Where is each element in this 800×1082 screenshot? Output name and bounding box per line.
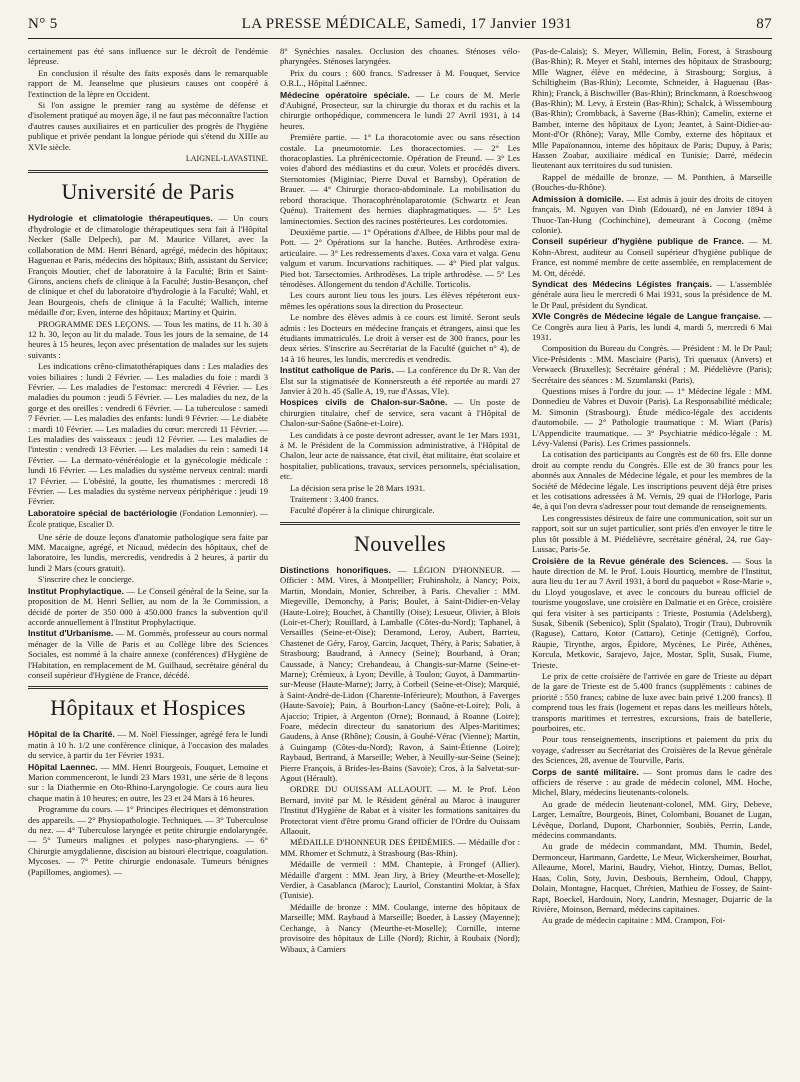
section-title-nouvelles: Nouvelles: [354, 530, 446, 556]
item-title: Hydrologie et climatologie thérapeutiques.: [28, 213, 213, 224]
column-2: [280, 46, 520, 1076]
item-text: — Ce Congrès aura lieu à Paris, les lundi 4, mardi 5, mercredi 6 Mai 1931.: [532, 311, 772, 342]
paragraph: Les candidats à ce poste devront adresser, avant le 1er Mars 1931, à M. le Président de la Commission administrative, à l'Hôpital de Chalon, leur acte de naissance, état civil, état militaire, état scolaire et hospitalier, publications, travaux, services personnels, spécialisation, etc.: [280, 429, 520, 482]
item-title: Conseil supérieur d'hygiène publique de France.: [532, 236, 744, 247]
header-rule: [28, 38, 772, 39]
item-subtitle: (Fondation Lemonnier). — École pratique, Escalier D.: [28, 508, 268, 530]
item-text: — Sont promus dans le cadre des officiers de réserve : au grade de médecin colonel, MM. Hoche, Michel, Blary, médecins lieutenants-colonels.: [532, 766, 772, 798]
item-text: — M. Kohn-Abrest, auditeur au Conseil supérieur d'hygiène publique de France, est nommé membre de cette assemblée, en remplacement de M. Ott, décédé.: [532, 236, 772, 278]
item-title: Institut Prophylactique.: [28, 585, 124, 596]
item-title: XVIe Congrès de Médecine légale de Langue française.: [532, 311, 761, 322]
page-number: 87: [756, 16, 772, 32]
section-title-universite: Université de Paris: [61, 179, 235, 205]
issue-number: N° 5: [28, 16, 58, 32]
item-text: — Le cours de M. Merle d'Aubigné, Prosecteur, sur la chirurgie du thorax et du rachis et la chirurgie orthopédique, commencera le lundi 27 Avril 1931, à 14 heures.: [280, 89, 520, 131]
paragraph: Si l'on assigne le premier rang au système de défense et d'isolement pratiqué au moyen âge, il ne faut pas méconnaître l'action d'autres causes auxiliaires et en particulier des progrès de l'hygiène publique et privée pendant la longue période qui s'étend du XIIIe au XVIe siècle.: [28, 100, 268, 152]
item-text: — La conférence du Dr R. Van der Elst sur la stigmatisée de Konnersreuth a été reportée au mardi 27 Janvier à 20 h. 45 (Salle A, 19, rue d'Assas, VIe).: [280, 365, 520, 396]
item-title: Distinctions honorifiques.: [280, 564, 391, 575]
section-rule: [28, 170, 268, 173]
column-3: [532, 46, 772, 1076]
page-columns: [28, 46, 772, 1076]
paragraph: MÉDAILLE D'HONNEUR DES ÉPIDÉMIES. — Médaille d'or : MM. Rhomer et Schmutz, à Strasbourg (Bas-Rhin).: [280, 837, 520, 858]
signature: LAIGNEL-LAVASTINE.: [185, 154, 268, 164]
item-title: Corps de santé militaire.: [532, 766, 639, 777]
column-1: [28, 46, 268, 1076]
item-text: — Est admis à jouir des droits de citoyen français, M. Nguyen van Dinh (Edouard), né en Janvier 1894 à Thuoc-Tan-Hung (Cochinchine), demeurant à Cocong (même colonie).: [532, 193, 772, 235]
paragraph: Au grade de médecin commandant, MM. Thumin, Bedel, Dermonceur, Hartmann, Gardette, Le Meur, Wickersheimer, Bourhat, Alleaume, Morel, Marini, Baudry, Viehot, Hintzy, Dumas, Bellot, Haas, Colin, Soty, Juvin, Desbouis, Bernheim, Odoul, Chappy, Dolain, Montagne, Hacquet, Chrétien, Mathieu de Fossey, de Saint-Rapt, Boeckel, Hardouin, Nory, Landrin, Mesnager, Dujarric de la Rivière, Moinson, Bernard, médecins capitaines.: [532, 841, 772, 914]
paragraph: Prix du cours : 600 francs. S'adresser à M. Fouquet, Service O.R.L., Hôpital Laënnec.: [280, 67, 520, 89]
paragraph: Les congressistes désireux de faire une communication, soit sur un rapport, soit sur un sujet particulier, sont priés d'en envoyer le titre le plus tôt possible à M. Piédelièvre, secrétaire général, 24, rue Gay-Lussac, Paris-5e.: [532, 512, 772, 555]
paragraph: Pour tous renseignements, inscriptions et paiement du prix du voyage, s'adresser au Secrétariat des Croisières de la Revue générale des Sciences, 28, avenue de Tourville, Paris.: [532, 734, 772, 766]
item-title: Laboratoire spécial de bactériologie: [28, 507, 178, 518]
item-title: Hospices civils de Chalon-sur-Saône.: [280, 397, 448, 408]
item-text: — Sous la haute direction de M. le Prof. Louis Hourticq, membre de l'Institut, aura lieu du 1er au 7 Avril 1931, à bord du paquebot « Rose-Marie », du Lloyd yougoslave, et avec le concours du bureau officiel de tourisme yougoslave, une croisière en Dalmatie et en Grèce, croisière qui fera visiter à ses participants : Trieste, Postumia (Adelsberg), Susak, Sibenik (Sebenico), Split (Spalato), Trogir (Trau), Dubrovnik (Raguse), Cattaro, Kotor (Cattaro), Cetinje (Cettigné), Corfou, Raupie, Tirynthe, argos, Épidore, Mycènes, Le Pirée, Athènes, Korcula, Metkovic, Sarajevo, Jajce, Mostar, Split, Susak, Fiume, Trieste.: [532, 555, 772, 670]
paragraph: Médaille de vermeil : MM. Chantepie, à Frongef (Allier). Médaille d'argent : MM. Jean Jiry, à Briey (Meurthe-et-Moselle); Verdier, à Casablanca (Maroc); Lauriol, Constantini Moktar, à Sfax (Tunisie).: [280, 859, 520, 901]
item-title: Institut d'Urbanisme.: [28, 628, 114, 639]
paragraph: Une série de douze leçons d'anatomie pathologique sera faite par MM. Macaigne, agrégé, et Nicaud, médecin des hôpitaux, chef de laboratoire, les lundis, mercredis, vendredis à 2 heures, à partir du lundi 2 Mars (cours gratuit).: [28, 531, 268, 573]
paragraph: En conclusion il résulte des faits exposés dans le remarquable rapport de M. Jeanselme que plusieurs causes ont coopéré à l'extinction de la lèpre en Occident.: [28, 67, 268, 99]
paragraph: Rappel de médaille de bronze. — M. Ponthien, à Marseille (Bouches-du-Rhône).: [532, 171, 772, 193]
section-rule: [28, 686, 268, 689]
item-title: Institut catholique de Paris.: [280, 365, 394, 376]
item-title: Admission à domicile.: [532, 193, 624, 204]
item-text: — M. Gommès, professeur au cours normal ménager de la Ville de Paris et au Collège libre des Sciences Sociales, est nommé à la chaire annexe (conférences) d'Hygiène de l'Habitation, en remplacement de M. Guilhaud, secrétaire général du conseil supérieur d'Hygiène de France, décédé.: [28, 628, 268, 680]
section-rule: [280, 522, 520, 525]
paragraph: Le nombre des élèves admis à ce cours est limité. Seront seuls admis : les Docteurs en médecine français et étrangers, ainsi que les étudiants immatriculés. Le droit à verser est de 300 francs, pour les deux séries. S'inscrire au Secrétariat de la Faculté (guichet n° 4), de 14 à 16 heures, les lundis, mercredis et vendredis.: [280, 312, 520, 364]
item-title: Croisière de la Revue générale des Sciences.: [532, 555, 729, 566]
paragraph: S'inscrire chez le concierge.: [38, 574, 134, 585]
paragraph: Première partie. — 1° La thoracotomie avec ou sans résection costale. La pneumotomie. Les thoracectomies. — 2° Les thoracoplasties. La phrénicectomie. Opération de Freund. — 3° Les voies d'abord des médiastins et du cœur. Volets et procédés divers. Sternotomies (Miginiac, Pierre Duval et Barnsby). Opération de Brauer. — 4° Chirurgie thoraco-abdominale. La mobilisation du rebord thoracique. Thoracophrénolaparotomie (Schwartz et Jean Quénu). Traitement des hernies diaphragmatiques. — 5° Les laminectomies. Section des racines postérieures. Les cordotomies.: [280, 132, 520, 226]
paragraph: Médaille de bronze : MM. Coulange, interne des hôpitaux de Marseille; MM. Raybaud à Marseille; Boeder, à Lassey (Mayenne); Cechange, à Nancy (Meurthe-et-Moselle); Cornille, interne provisoire des hôpitaux de Lille (Nord); Richir, à Roubaix (Nord); Wibaux, à Camiers: [280, 901, 520, 954]
item-title: Médecine opératoire spéciale.: [280, 89, 410, 100]
page-header: [28, 16, 772, 36]
item-text: — LÉGION D'HONNEUR. — Officier : MM. Vires, à Montpellier; Fruhinsholz, à Nancy; Poix, Martin, Mondain, Monier, Schreiber, à Paris. Chevalier : MM. Miegeville, Demonchy, à Paris; Boulet, à Saint-Didier-en-Velay (Haute-Loire); Bouchet, à Chantilly (Oise); Lesueur, Olivier, à Blois (Loir-et-Cher); Rouillard, à Lamballe (Côtes-du-Nord); Taphanel, à Versailles (Seine-et-Oise); Deramond, Leroy, Aubert, Barrieu, Chastenet de Géry, Faroy, Garcin, Jacquet, Théry, à Paris; Sabatier, à Strasbourg; Baudrand, à Annecy (Seine); Bourband, à Oran; Caussade, à Nancy; Crehandeau, à Changis-sur-Marne (Seine-et-Marne); Crémieux, à Lyon; Deville, à Toulon; Guyot, à Dammartin-sur-Meuse (Haute-Marne); Jarry, à Corbeil (Seine-et-Oise); Marquié, à Saint-André-de-Lidon (Charente-Inférieure); Mouthon, à Faverges (Haute-Savoie); Pain, à Bourbon-Lancy (Saône-et-Loire); Poli, à Ajaccio; Tripier, à Argenton (Orne); Bonnaud, à Roanne (Loire); Foare, médecin directeur du sanatorium des Alpes-Maritimes; Gaudens, à Anse (Rhône); Cousin, à Goubé-Vérac (Vienne); Martin, à Guingamp (Côtes-du-Nord); Ravon, à Saint-Étienne (Loire); Raybaud, Bertrand, à Marseille; Weber, à Neuilly-sur-Seine (Seine); Pierre François, à Brides-les-Bains (Savoie); Cros, à la Salvetat-sur-Agout (Hérault).: [280, 564, 520, 783]
item-text: — Le Conseil général de la Seine, sur la proposition de M. Henri Sellier, au nom de la 3e Commission, a décidé de porter de 350 000 à 450.000 francs la subvention qu'il accorde annuellement à l'Institut Prophylactique.: [28, 585, 268, 627]
item-text: — L'assemblée générale aura lieu le mercredi 6 Mai 1931, sous la présidence de M. le Dr Paul, président du Syndicat.: [532, 278, 772, 310]
paragraph: 8° Synéchies nasales. Occlusion des choanes. Sténoses vélo-pharyngées. Sténoses laryngées.: [280, 46, 520, 67]
paragraph: Au grade de médecin lieutenant-colonel, MM. Giry, Debeve, Larger, Lemaître, Bourgeois, Binet, Colombani, Bouanet de Lugan, Lévêque, Dorland, Dupont, Charbonnier, Soubiès, Perrin, Lande, médecins commandants.: [532, 798, 772, 841]
journal-title: LA PRESSE MÉDICALE, Samedi, 17 Janvier 1931: [241, 16, 573, 32]
item-title: Hôpital de la Charité.: [28, 729, 115, 740]
paragraph: Deuxième partie. — 1° Opérations d'Albee, de Hibbs pour mal de Pott. — 2° Opérations sur la hanche. Butées. Arthrodèse extra-articulaire. — 3° Les redressements d'axes. Coxa vara et valga. Genu valgum et varum. Incurvations rachitiques. — 4° Pied plat valgus. Pied bot. Tarsectomies. Arthrodèses. La triple arthrodèse. — 5° Les ténodèses. Allongement du tendon d'Achille. Torticolis.: [280, 226, 520, 289]
item-title: Hôpital Laennec.: [28, 761, 98, 772]
item-title: Syndicat des Médecins Légistes français.: [532, 278, 712, 289]
paragraph: La cotisation des participants au Congrès est de 60 frs. Elle donne droit au compte rendu du Congrès. Elle est de 30 francs pour les abonnés aux Annales de Médecine légale, et pour les membres de la Société de Médecine légale. Les inscriptions peuvent déjà être prises et les cotisations adressées à M. Vernis, 29 quai de l'Horloge, Paris 4e, à qui l'on devra s'adresser pour tout demande de renseignements.: [532, 449, 772, 512]
paragraph: certainement pas été sans influence sur le décroît de l'endémie lépreuse.: [28, 46, 268, 67]
item-text: — Un poste de chirurgien titulaire, chef de service, sera vacant à l'Hôpital de Chalon-sur-Saône (Saône-et-Loire).: [280, 397, 520, 429]
paragraph: Les indications crêno-climatothérapiques dans : Les maladies des voies biliaires : lundi 2 Février. — Les maladies du foie : mardi 3 Février. — Les maladies de l'estomac: mercredi 4 Février. — Les maladies du poumon : jeudi 5 Février. — Les maladies du nez, de la gorge et des oreilles : vendredi 6 Février. — La tuberculose : samedi 7 Février. — Les maladies des enfants: lundi 9 Février. — Le diabète : mardi 10 Février. — Les maladies du cœur: mercredi 11 Février. — Les maladies des vaisseaux : jeudi 12 Février. — Les maladies de l'intestin : vendredi 13 Février. — Les maladies du rein : samedi 14 Février. — La dermato-vénéréologie et la gynécologie médicale : lundi 16 Février. — Les maladies du système nerveux central: mardi 17 Février. — L'obésité, la goutte, les rhumatismes : mercredi 18 Février. — Les maladies du système nerveux périphérique : jeudi 19 Février.: [28, 361, 268, 507]
paragraph: Faculté d'opérer à la clinique chirurgicale.: [290, 505, 435, 516]
item-text: — MM. Henri Bourgeois, Fouquet, Lemoine et Marion commenceront, le lundi 23 Mars 1931, une série de 8 leçons sur : la Diathermie en Oto-Rhino-Laryngologie. Ce cours aura lieu chaque matin à 10 heures; en outre, les 23 et 24 Mars à 16 heures.: [28, 761, 268, 803]
paragraph: Questions mises à l'ordre du jour. — 1° Médecine légale : MM. Donnedieu de Vabres et Duvoir (Paris). La Responsabilité médicale; M. Simonin (Strasbourg). Étude médico-légale des accidents d'automobile. — 2° Pathologie traumatique : M. Wiart (Paris) L'Appendicite traumatique. — 3° Psychiatrie médico-légale : M. Lévy-Valensi (Paris). Les Crimes passionnels.: [532, 386, 772, 449]
item-text: — Un cours d'hydrologie et de climatologie thérapeutiques sera fait à l'Hôpital Necker (Salle Delpech), par M. Maurice Villaret, avec la collaboration de MM. Henri Bénard, agrégé, médecin des hôpitaux; Haguenau et Paris, médecins des hôpitaux; Bith, assistant du Service; François Moutier, chef de laboratoire à la Faculté; Brin et Saint-Girons, anciens chefs de clinique à la Faculté; Justin-Besançon, chef de clinique et chef du laboratoire d'hydrologie à la Faculté; Wahl, et Jean Bourgeois, chefs de clinique à la Faculté; Wallich, interne médaille d'or; Even, interne des hôpitaux; Martiny et Quirin.: [28, 213, 268, 318]
section-title-hopitaux: Hôpitaux et Hospices: [50, 695, 246, 721]
item-text: — M. Noël Fiessinger, agrégé fera le lundi matin à 10 h. 1/2 une conférence clinique, à l'occasion des malades du service, à partir du 1er Février 1931.: [28, 729, 268, 761]
paragraph: Traitement : 3.400 francs.: [290, 494, 379, 505]
paragraph: Au grade de médecin capitaine : MM. Crampon, Foi-: [542, 915, 726, 926]
paragraph: Composition du Bureau du Congrès. — Président : M. le Dr Paul; Vice-Présidents : MM. Mascìaire (Paris), Tri quenaux (Anvers) et Verwaeck (Bruxelles); Secrétaire général : M. Piédelièvre (Paris); Secrétaire des séances : M. Szumlanski (Paris).: [532, 343, 772, 385]
paragraph: Le prix de cette croisière de l'arrivée en gare de Trieste au départ de la gare de Trieste est de 5.400 francs (suppléments : cabines de priorité : 550 francs; cabine de luxe avec bain privé 1.200 francs). Il comprend tous les frais (logement et repas dans les meilleurs hôtels, transports maritimes et terrestres, excursions, frais de batellerie, pourboires, etc.: [532, 670, 772, 733]
paragraph: La décision sera prise le 28 Mars 1931.: [290, 482, 426, 493]
paragraph: (Pas-de-Calais); S. Meyer, Willemin, Belin, Forest, à Strasbourg (Bas-Rhin); R. Meyer et Stahl, internes des hôpitaux de Strasbourg; Mlle Wagner, élève en médecine, à Strasbourg; Sorgius, à Schiltigheim (Bas-Rhin); Lecomte, Schneider, à Haguenau (Bas-Rhin); Franck, à Bischwiller (Bas-Rhin); Brinckmann, à Roeschwoog (Bas-Rhin); M. Levy, à Erstein (Bas-Rhin); Schalck, à Wissembourg (Bas-Rhin); Crombback, à Saverne (Bas-Rhin); Camelin, externe et Bamber, interne des hôpitaux de Lyon; Jeantet, à Saint-Didier-au-Mont-d'Or (Rhône); Varay, Mlle Comby, externe des hôpitaux et Mlle Papaïonannou, interne des hôpitaux de Paris; Dupuy, à Paris; Hassen Zoabar, auxiliaire médical en Tunisie; Darré, médecin lieutenant aux territoires du sud tunisien.: [532, 46, 772, 171]
paragraph: Programme du cours. — 1° Principes électriques et démonstration des appareils. — 2° Physiopathologie. Techniques. — 3° Tuberculose du nez. — 4° Tuberculose laryngée et petite chirurgie endolaryngée. — 5° Tumeurs malignes et polypes naso-pharyngiens. — 6° Chirurgie amygdalienne, discision au bistouri électrique, coagulation. Mycoses. — 7° Petite chirurgie endonasale. Tumeurs bénignes (Papillomes, angiomes). —: [28, 804, 268, 877]
paragraph: PROGRAMME DES LEÇONS. — Tous les matins, de 11 h. 30 à 12 h. 30, leçon au lit du malade. Tous les jours de la semaine, de 14 heures à 15 heures, leçon avec présentation de malades sur les sujets suivants :: [28, 318, 268, 360]
paragraph: ORDRE DU OUISSAM ALLAOUIT. — M. le Prof. Léon Bernard, invité par M. le Résident général au Maroc à inaugurer l'Institut d'Hygiène de Rabat et à visiter les formations sanitaires du Protectorat vient d'être promu Grand officier de l'Ordre du Ouissam Allaouit.: [280, 784, 520, 837]
paragraph: Les cours auront lieu tous les jours. Les élèves répéteront eux-mêmes les opérations sous la direction du Prosecteur.: [280, 290, 520, 311]
